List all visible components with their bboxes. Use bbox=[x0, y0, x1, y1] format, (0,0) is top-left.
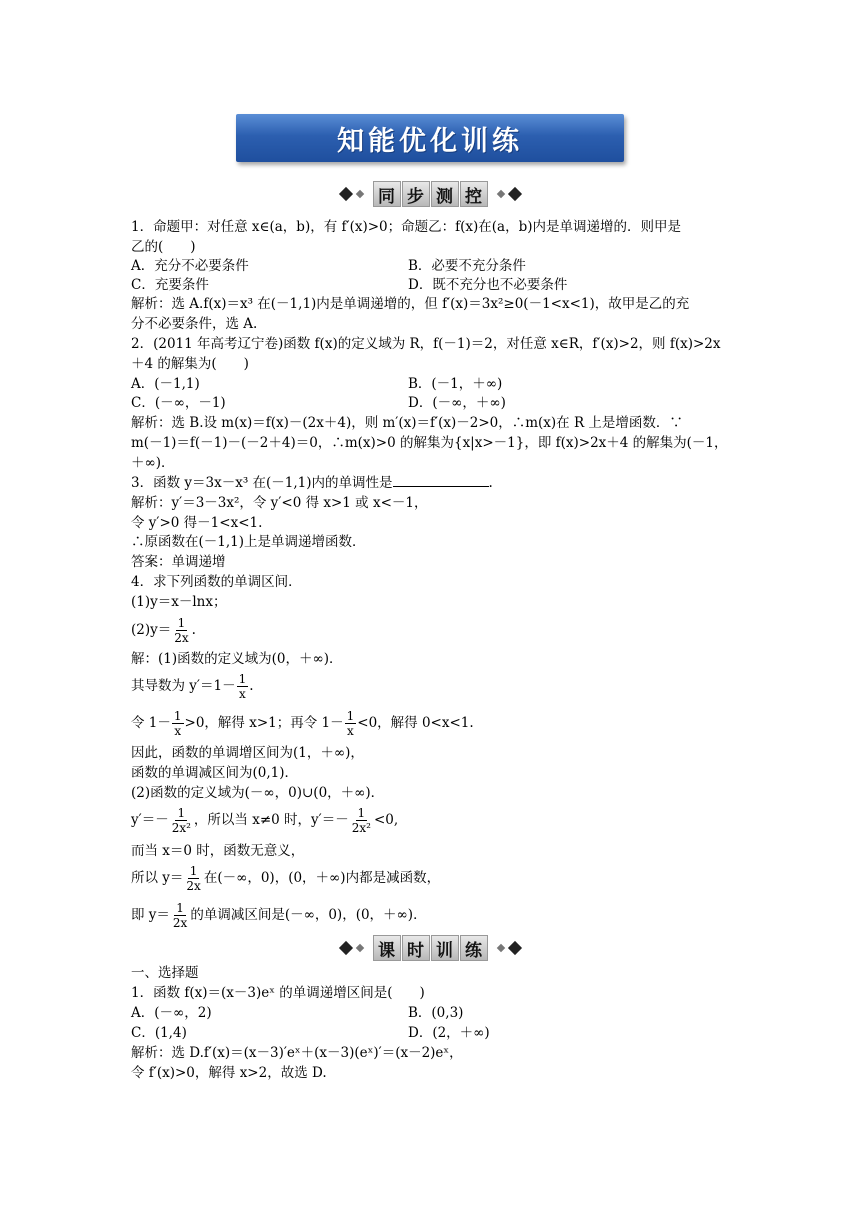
numerator: 1 bbox=[357, 806, 366, 820]
text-line: 答案：单调递增 bbox=[131, 554, 226, 570]
numerator: 1 bbox=[177, 806, 186, 820]
line-text: <0, bbox=[373, 812, 399, 828]
text-line bbox=[131, 707, 474, 739]
denominator: 2x bbox=[172, 916, 188, 930]
option-a: A．(－1,1) bbox=[131, 376, 200, 392]
option-c: C．(1,4) bbox=[131, 1025, 187, 1041]
diamond-icon bbox=[355, 190, 363, 198]
fraction bbox=[172, 709, 184, 738]
banner-title: 知能优化训练 bbox=[337, 125, 523, 157]
option-b: B．必要不充分条件 bbox=[408, 258, 526, 274]
text-line: 乙的( ) bbox=[131, 239, 196, 255]
section-char: 课 bbox=[373, 935, 401, 961]
text-line: 1．函数 f(x)＝(x－3)eˣ 的单调递增区间是( ) bbox=[131, 985, 425, 1001]
text-line bbox=[131, 670, 254, 702]
diamond-icon bbox=[338, 187, 352, 201]
section-char: 同 bbox=[373, 181, 401, 207]
text-line: ＋∞)． bbox=[131, 455, 175, 471]
diamond-icon bbox=[496, 190, 504, 198]
line-text: 即 y＝ bbox=[131, 907, 170, 923]
line-text: . bbox=[488, 475, 493, 491]
line-text: 3．函数 y＝3x－x³ 在(－1,1)内的单调性是 bbox=[131, 475, 393, 491]
diamond-icon bbox=[355, 944, 363, 952]
line-text: 所以 y＝ bbox=[131, 870, 184, 886]
text-line: 2．(2011 年高考辽宁卷)函数 f(x)的定义域为 R，f(－1)＝2，对任意 x∈R，f′(x)>2，则 f(x)>2x bbox=[131, 336, 721, 352]
text-line bbox=[131, 473, 493, 493]
line-text: . bbox=[191, 622, 196, 638]
line-text: >0，解得 x>1；再令 1－ bbox=[184, 715, 344, 731]
option-a: A．(－∞，2) bbox=[131, 1005, 212, 1021]
section-char: 时 bbox=[402, 935, 430, 961]
text-line: 因此，函数的单调增区间为(1，＋∞)， bbox=[131, 745, 364, 761]
numerator: 1 bbox=[177, 616, 186, 630]
numerator: 1 bbox=[238, 672, 247, 686]
diamond-icon bbox=[507, 941, 521, 955]
fraction bbox=[237, 672, 249, 701]
option-b: B．(－1，＋∞) bbox=[408, 376, 503, 392]
numerator: 1 bbox=[189, 864, 198, 878]
option-b: B．(0,3) bbox=[408, 1005, 464, 1021]
text-line: m(－1)＝f(－1)－(－2＋4)＝0，∴m(x)>0 的解集为{x|x>－1}，即 f(x)>2x＋4 的解集为(－1， bbox=[131, 435, 728, 451]
text-line bbox=[131, 804, 398, 836]
denominator: 2x² bbox=[171, 821, 191, 835]
numerator: 1 bbox=[176, 901, 184, 915]
text-line bbox=[131, 899, 427, 931]
text-line: 一、选择题 bbox=[131, 965, 199, 981]
text-line: 解：(1)函数的定义域为(0，＋∞)． bbox=[131, 651, 343, 667]
section-char: 控 bbox=[460, 181, 488, 207]
text-line bbox=[131, 614, 196, 646]
fraction bbox=[171, 901, 189, 930]
line-text: 令 1－ bbox=[131, 715, 171, 731]
text-line: 分不必要条件，选 A. bbox=[131, 316, 258, 332]
denominator: 2x bbox=[174, 631, 189, 645]
fraction bbox=[170, 806, 193, 835]
text-line bbox=[131, 862, 440, 894]
line-text: . bbox=[249, 678, 254, 694]
section-char: 训 bbox=[431, 935, 459, 961]
line-text: 在(－∞，0)，(0，＋∞)内都是减函数， bbox=[203, 870, 441, 886]
diamond-icon bbox=[338, 941, 352, 955]
text-line: ∴原函数在(－1,1)上是单调递增函数． bbox=[131, 534, 366, 550]
line-text: ，所以当 x≠0 时，y′＝－ bbox=[193, 812, 349, 828]
line-text: <0，解得 0<x<1. bbox=[357, 715, 474, 731]
line-text: (2)y＝ bbox=[131, 622, 172, 638]
section-char: 练 bbox=[460, 935, 488, 961]
option-c: C．充要条件 bbox=[131, 277, 209, 293]
option-d: D．(2，＋∞) bbox=[408, 1025, 490, 1041]
fraction bbox=[172, 616, 190, 645]
text-line: (1)y＝x－lnx； bbox=[131, 594, 227, 610]
section-header-sync bbox=[0, 180, 860, 208]
text-line: 解析：选 B.设 m(x)＝f(x)－(2x＋4)，则 m′(x)＝f′(x)－2>0，∴m(x)在 R 上是增函数．∵ bbox=[131, 415, 683, 431]
fraction bbox=[350, 806, 373, 835]
diamond-icon bbox=[496, 944, 504, 952]
section-char: 步 bbox=[402, 181, 430, 207]
fraction bbox=[184, 864, 202, 893]
text-line: 令 f′(x)>0，解得 x>2，故选 D. bbox=[131, 1065, 327, 1081]
text-line: 解析：y′＝3－3x²，令 y′<0 得 x>1 或 x<－1， bbox=[131, 495, 428, 511]
text-line: 4．求下列函数的单调区间． bbox=[131, 574, 302, 590]
text-line: (2)函数的定义域为(－∞，0)∪(0，＋∞)． bbox=[131, 785, 385, 801]
denominator: x bbox=[239, 687, 246, 701]
option-d: D．既不充分也不必要条件 bbox=[408, 277, 568, 293]
line-text: 的单调减区间是(－∞，0)，(0，＋∞)． bbox=[190, 907, 427, 923]
text-line: 函数的单调减区间为(0,1)． bbox=[131, 765, 299, 781]
text-line: ＋4 的解集为( ) bbox=[131, 356, 249, 372]
text-line: 解析：选 A.f(x)＝x³ 在(－1,1)内是单调递增的，但 f′(x)＝3x²≥0(－1<x<1)，故甲是乙的充 bbox=[131, 296, 690, 312]
line-text: y′＝－ bbox=[131, 812, 169, 828]
answer-blank bbox=[393, 473, 489, 487]
option-a: A．充分不必要条件 bbox=[131, 258, 249, 274]
numerator: 1 bbox=[346, 709, 355, 723]
fraction bbox=[345, 709, 357, 738]
denominator: 2x² bbox=[351, 821, 371, 835]
text-line: 令 y′>0 得－1<x<1. bbox=[131, 515, 263, 531]
option-c: C．(－∞，－1) bbox=[131, 395, 226, 411]
diamond-icon bbox=[507, 187, 521, 201]
section-header-lesson bbox=[0, 934, 860, 962]
section-char: 测 bbox=[431, 181, 459, 207]
text-line: 而当 x＝0 时，函数无意义， bbox=[131, 843, 305, 859]
denominator: x bbox=[174, 724, 182, 738]
denominator: 2x bbox=[186, 879, 201, 893]
option-d: D．(－∞，＋∞) bbox=[408, 395, 506, 411]
denominator: x bbox=[347, 724, 354, 738]
line-text: 其导数为 y′＝1－ bbox=[131, 678, 236, 694]
numerator: 1 bbox=[173, 709, 182, 723]
text-line: 1．命题甲：对任意 x∈(a，b)，有 f′(x)>0；命题乙：f(x)在(a，b)内是单调递增的．则甲是 bbox=[131, 219, 681, 235]
text-line: 解析：选 D.f′(x)＝(x－3)′eˣ＋(x－3)(eˣ)′＝(x－2)eˣ， bbox=[131, 1045, 463, 1061]
title-banner bbox=[236, 114, 624, 162]
